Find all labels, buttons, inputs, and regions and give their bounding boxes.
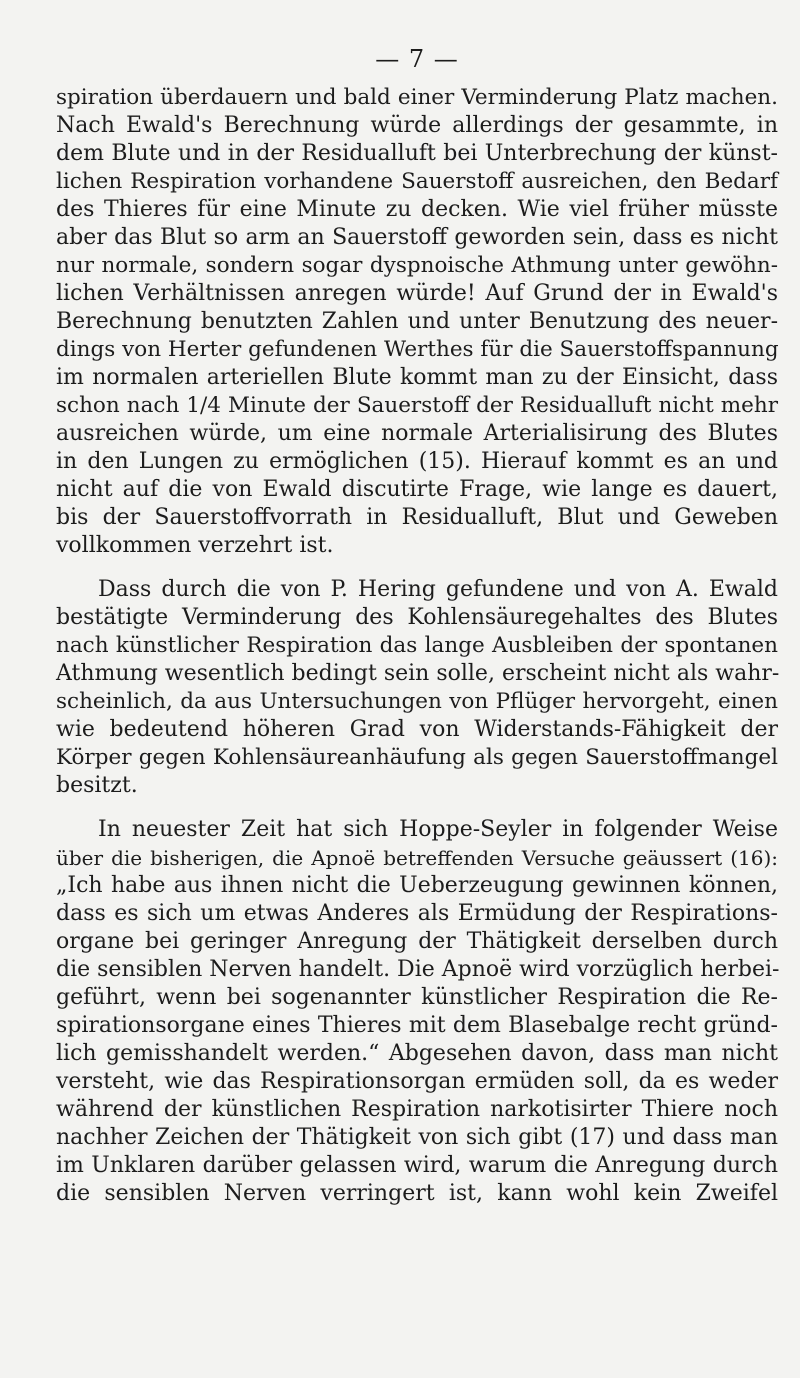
text-line: im normalen arteriellen Blute kommt man zu der Einsicht, dass xyxy=(56,365,778,390)
text-line: bis der Sauerstoffvorrath in Residualluft, Blut und Geweben xyxy=(56,505,778,530)
text-line: spiration überdauern und bald einer Verminderung Platz machen. xyxy=(56,85,778,110)
text-line: wie bedeutend höheren Grad von Widerstands-Fähigkeit der xyxy=(56,717,778,742)
text-line: lichen Respiration vorhandene Sauerstoff ausreichen, den Bedarf xyxy=(56,169,778,194)
text-line: ausreichen würde, um eine normale Arterialisirung des Blutes xyxy=(56,421,778,446)
text-line: dem Blute und in der Residualluft bei Unterbrechung der künst- xyxy=(56,141,778,166)
text-line: besitzt. xyxy=(56,773,138,798)
page-number: — 7 — xyxy=(375,45,459,73)
text-line: bestätigte Verminderung des Kohlensäuregehaltes des Blutes xyxy=(56,605,778,630)
paragraph-3 xyxy=(56,816,778,1208)
text-line: Dass durch die von P. Hering gefundene und von A. Ewald xyxy=(98,577,778,602)
text-line: Athmung wesentlich bedingt sein solle, erscheint nicht als wahr- xyxy=(56,661,780,686)
text-line: Körper gegen Kohlensäureanhäufung als gegen Sauerstoffmangel xyxy=(56,745,778,770)
text-line: nachher Zeichen der Thätigkeit von sich gibt (17) und dass man xyxy=(56,1125,778,1150)
text-line: spirationsorgane eines Thieres mit dem Blasebalge recht gründ- xyxy=(56,1013,778,1038)
text-line: schon nach 1/4 Minute der Sauerstoff der Residualluft nicht mehr xyxy=(56,393,778,418)
text-line: über die bisherigen, die Apnoë betreffenden Versuche geäussert (16): xyxy=(56,846,778,870)
text-line: nicht auf die von Ewald discutirte Frage, wie lange es dauert, xyxy=(56,477,778,502)
text-line: während der künstlichen Respiration narkotisirter Thiere noch xyxy=(56,1097,778,1122)
text-line: In neuester Zeit hat sich Hoppe-Seyler in folgender Weise xyxy=(98,817,778,842)
text-line: lichen Verhältnissen anregen würde! Auf Grund der in Ewald's xyxy=(56,281,778,306)
text-line: geführt, wenn bei sogenannter künstlicher Respiration die Re- xyxy=(56,985,778,1010)
text-line: die sensiblen Nerven verringert ist, kann wohl kein Zweifel xyxy=(56,1181,778,1206)
text-line: aber das Blut so arm an Sauerstoff geworden sein, dass es nicht xyxy=(56,225,778,250)
text-line: versteht, wie das Respirationsorgan ermüden soll, da es weder xyxy=(56,1069,778,1094)
text-line: des Thieres für eine Minute zu decken. Wie viel früher müsste xyxy=(56,197,778,222)
text-line: scheinlich, da aus Untersuchungen von Pflüger hervorgeht, einen xyxy=(56,689,778,714)
text-line: die sensiblen Nerven handelt. Die Apnoë wird vorzüglich herbei- xyxy=(56,957,780,982)
paragraph-1 xyxy=(56,84,778,560)
text-line: nach künstlicher Respiration das lange Ausbleiben der spontanen xyxy=(56,633,778,658)
text-line: vollkommen verzehrt ist. xyxy=(56,533,334,558)
text-line: dass es sich um etwas Anderes als Ermüdung der Respirations- xyxy=(56,901,778,926)
text-line: Berechnung benutzten Zahlen und unter Benutzung des neuer- xyxy=(56,309,778,334)
text-line: in den Lungen zu ermöglichen (15). Hierauf kommt es an und xyxy=(56,449,778,474)
paragraph-2 xyxy=(56,576,778,800)
text-line: „Ich habe aus ihnen nicht die Ueberzeugung gewinnen können, xyxy=(56,873,778,898)
text-line: dings von Herter gefundenen Werthes für die Sauerstoffspannung xyxy=(56,337,779,362)
text-line: Nach Ewald's Berechnung würde allerdings der gesammte, in xyxy=(56,113,778,138)
text-line: organe bei geringer Anregung der Thätigkeit derselben durch xyxy=(56,929,778,954)
text-line: nur normale, sondern sogar dyspnoische Athmung unter gewöhn- xyxy=(56,253,778,278)
text-line: lich gemisshandelt werden.“ Abgesehen davon, dass man nicht xyxy=(56,1041,778,1066)
text-line: im Unklaren darüber gelassen wird, warum die Anregung durch xyxy=(56,1153,778,1178)
